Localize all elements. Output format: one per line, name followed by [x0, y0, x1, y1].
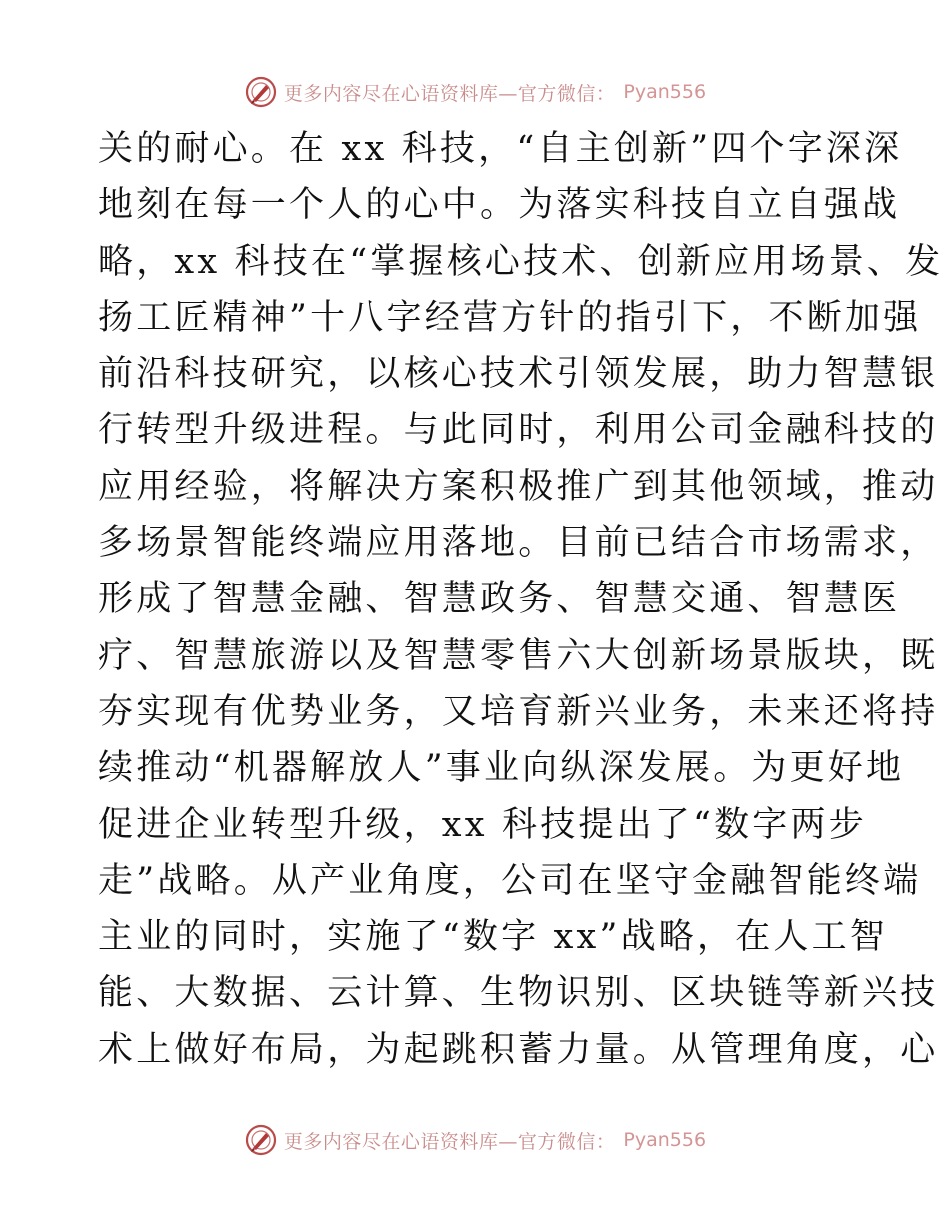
- footer-watermark: [0, 1120, 950, 1160]
- text-line: 扬工匠精神”十八字经营方针的指引下，不断加强: [98, 297, 922, 338]
- text-line: 主业的同时，实施了“数字 xx”战略，在人工智: [98, 917, 888, 958]
- watermark-handle: Pyan556: [623, 81, 707, 103]
- text-line: 关的耐心。在 xx 科技，“自主创新”四个字深深: [98, 129, 903, 169]
- text-line: 前沿科技研究，以核心技术引领发展，助力智慧银: [98, 354, 939, 395]
- text-line: 行转型升级进程。与此同时，利用公司金融科技的: [98, 410, 939, 451]
- red-pen-seal-icon: [244, 1123, 278, 1157]
- watermark-handle: Pyan556: [623, 1129, 707, 1151]
- text-line: 应用经验，将解决方案积极推广到其他领域，推动: [98, 466, 939, 507]
- text-line: 续推动“机器解放人”事业向纵深发展。为更好地: [98, 748, 905, 789]
- header-watermark: [0, 72, 950, 112]
- text-line: 地刻在每一个人的心中。为落实科技自立自强战: [98, 185, 901, 226]
- text-line: 略，xx 科技在“掌握核心技术、创新应用场景、发: [98, 241, 944, 282]
- text-line: 走”战略。从产业角度，公司在坚守金融智能终端: [98, 860, 922, 901]
- text-line: 疗、智慧旅游以及智慧零售六大创新场景版块，既: [98, 635, 939, 676]
- red-pen-seal-icon: [244, 75, 278, 109]
- text-line: 多场景智能终端应用落地。目前已结合市场需求，: [98, 523, 939, 564]
- text-line: 形成了智慧金融、智慧政务、智慧交通、智慧医: [98, 579, 901, 620]
- watermark-text: 更多内容尽在心语资料库—官方微信：: [283, 1130, 616, 1153]
- text-line: 促进企业转型升级，xx 科技提出了“数字两步: [98, 804, 867, 845]
- text-line: 夯实现有优势业务，又培育新兴业务，未来还将持: [98, 691, 939, 732]
- text-line: 术上做好布局，为起跳积蓄力量。从管理角度，心: [98, 1029, 939, 1070]
- text-line: 能、大数据、云计算、生物识别、区块链等新兴技: [98, 973, 939, 1014]
- document-body: [98, 121, 944, 1078]
- watermark-text: 更多内容尽在心语资料库—官方微信：: [283, 82, 616, 105]
